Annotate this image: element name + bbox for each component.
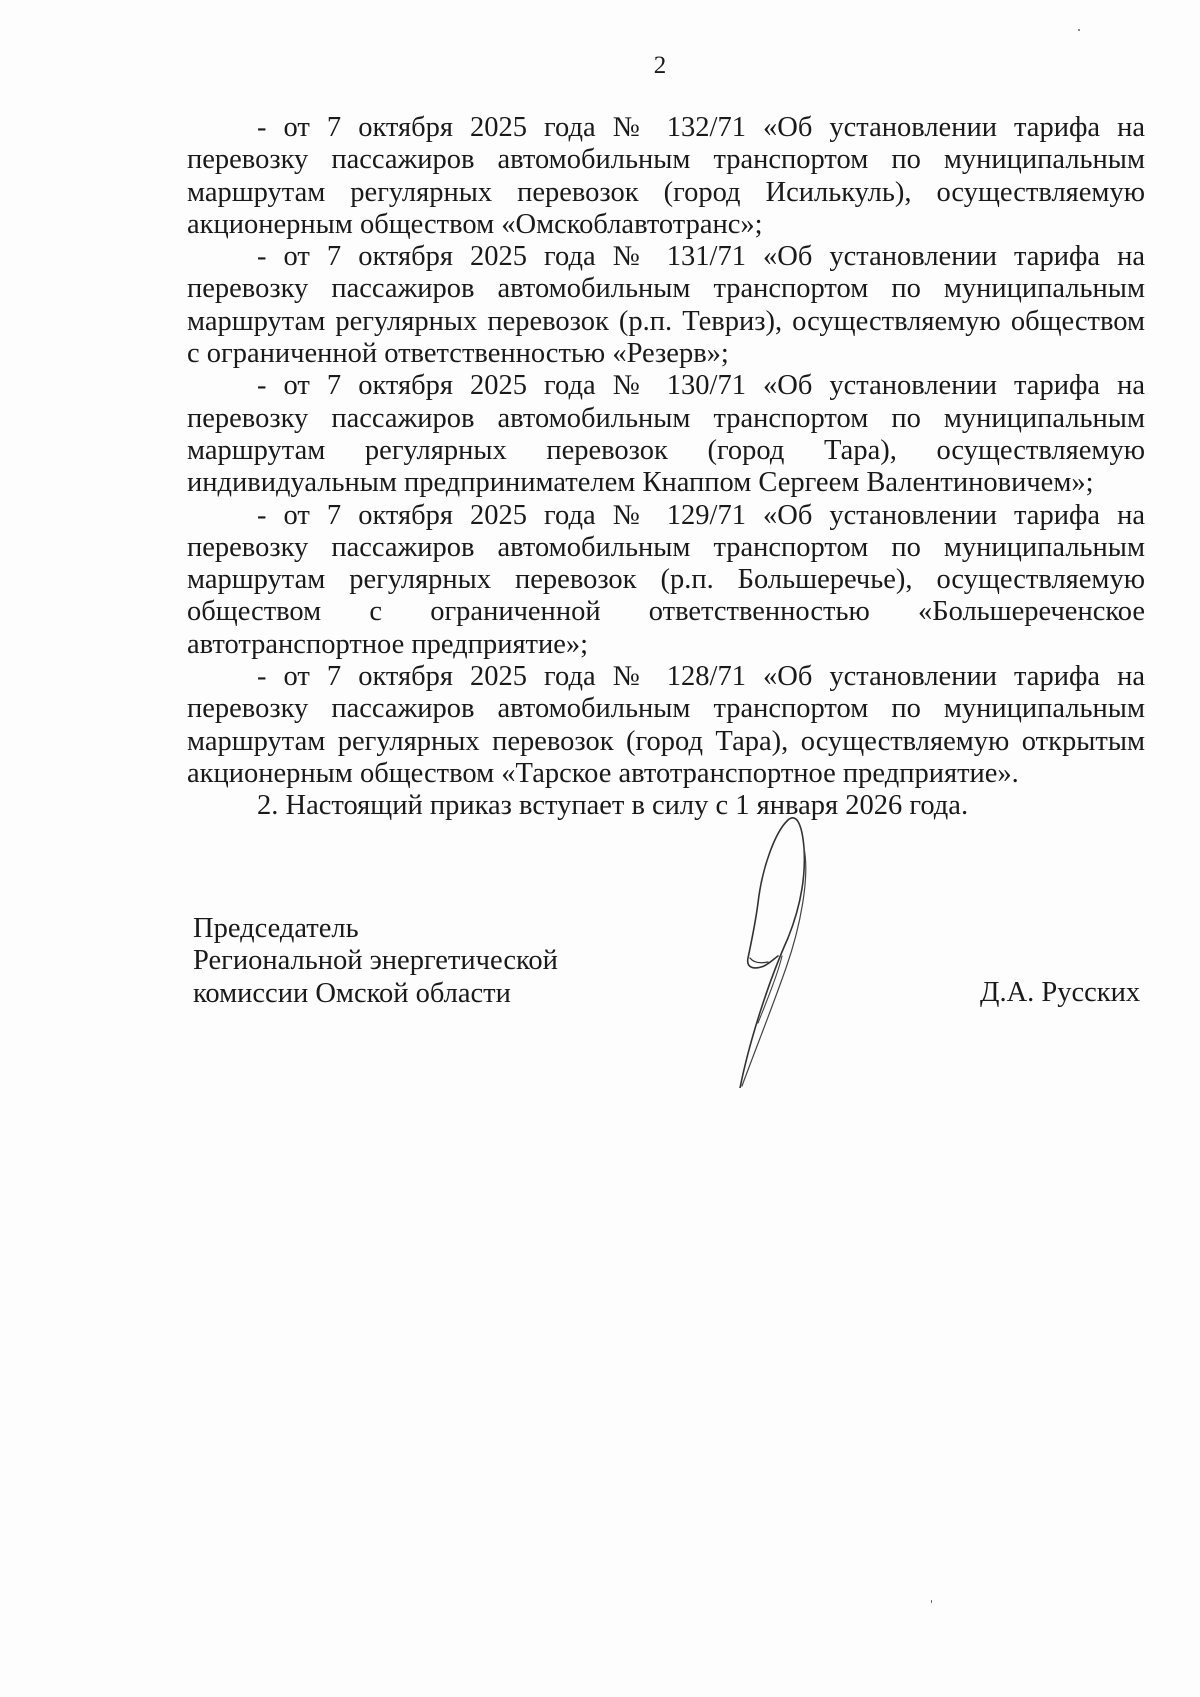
document-body	[187, 112, 1145, 823]
scan-speck	[1078, 29, 1080, 31]
handwritten-signature	[720, 808, 870, 1088]
signatory-name: Д.А. Русских	[980, 977, 1141, 1008]
paragraph-order-130-71: - от 7 октября 2025 года № 130/71 «Об установлении тарифа на перевозку пассажиров автомобильным транспортом по муниципальным маршрутам регулярных перевозок (город Тара), осуществляемую индивидуальным предпринимателем Кнаппом Сергеем Валентиновичем»;	[187, 370, 1145, 499]
paragraph-order-129-71: - от 7 октября 2025 года № 129/71 «Об установлении тарифа на перевозку пассажиров автомобильным транспортом по муниципальным маршрутам регулярных перевозок (р.п. Большеречье), осуществляемую обществом с ограниченной ответственностью «Большереченское автотранспортное предприятие»;	[187, 499, 1145, 660]
signatory-position-line: Председатель	[193, 913, 359, 944]
paragraph-effective-date: 2. Настоящий приказ вступает в силу с 1 января 2026 года.	[257, 790, 969, 822]
scan-speck	[931, 1600, 932, 1603]
paragraph-order-132-71: - от 7 октября 2025 года № 132/71 «Об установлении тарифа на перевозку пассажиров автомобильным транспортом по муниципальным маршрутам регулярных перевозок (город Исилькуль), осуществляемую акционерным обществом «Омскоблавтотранс»;	[187, 112, 1145, 240]
paragraph-order-131-71: - от 7 октября 2025 года № 131/71 «Об установлении тарифа на перевозку пассажиров автомобильным транспортом по муниципальным маршрутам регулярных перевозок (р.п. Тевриз), осуществляемую обществом с ограниченной ответственностью «Резерв»;	[187, 241, 1145, 370]
page-number: 2	[653, 52, 667, 79]
signatory-position-line: комиссии Омской области	[193, 977, 511, 1009]
signatory-position	[193, 913, 558, 1010]
signatory-position-line: Региональной энергетической	[193, 945, 558, 977]
paragraph-order-128-71: - от 7 октября 2025 года № 128/71 «Об установлении тарифа на перевозку пассажиров автомобильным транспортом по муниципальным маршрутам регулярных перевозок (город Тара), осуществляемую открытым акционерным обществом «Тарское автотранспортное предприятие».	[187, 661, 1145, 789]
